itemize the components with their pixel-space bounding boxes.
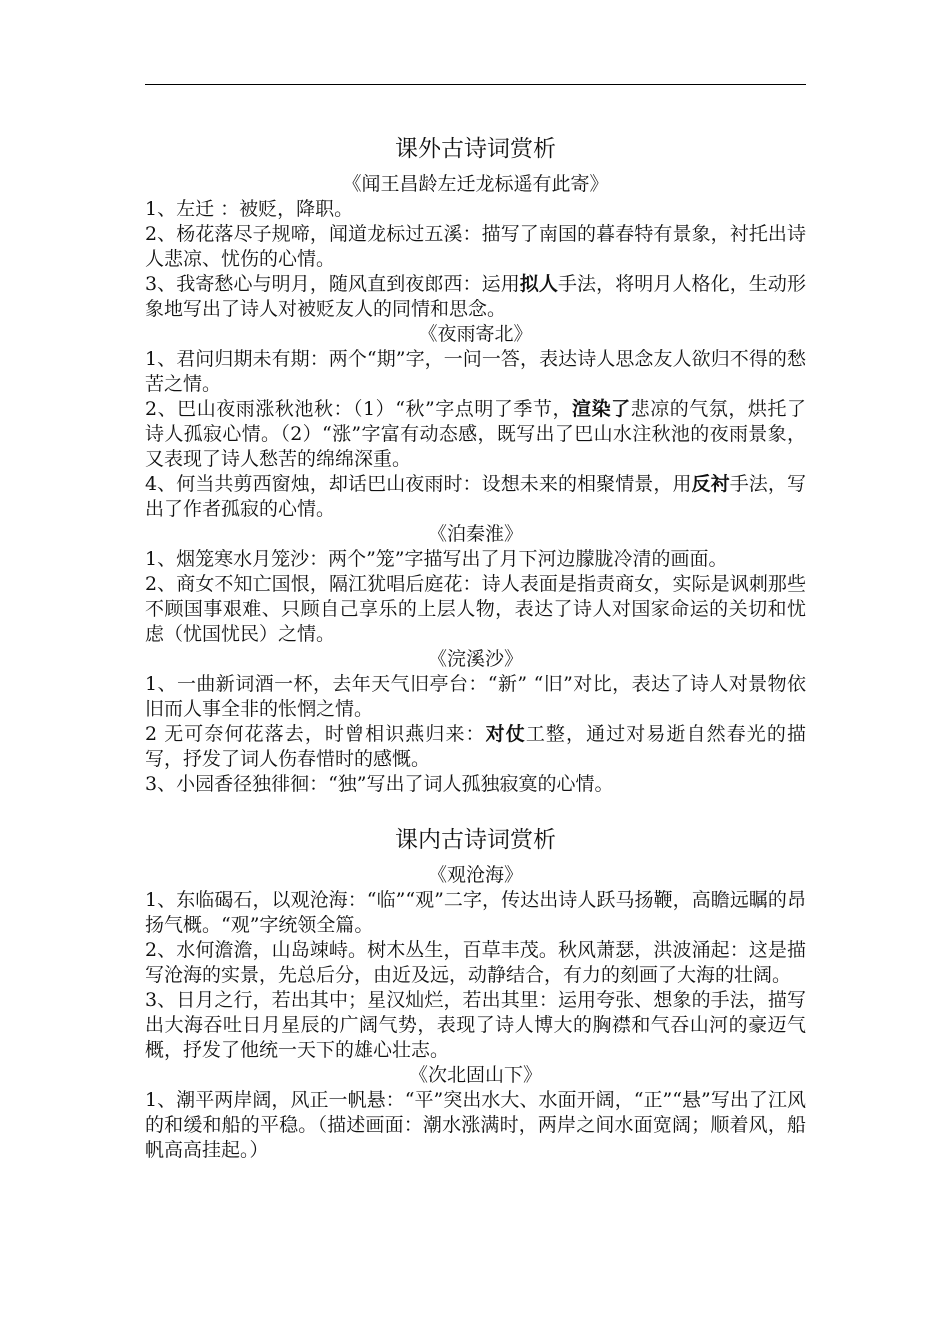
text-segment: 手法，写出了作者孤寂的心情。 bbox=[145, 473, 806, 520]
analysis-item bbox=[145, 938, 806, 988]
text-segment: 2、杨花落尽子规啼，闻道龙标过五溪：描写了南国的暮春特有景象，衬托出诗人悲凉、忧伤的心情。 bbox=[145, 223, 806, 270]
text-segment: 3、日月之行，若出其中；星汉灿烂，若出其里：运用夸张、想象的手法，描写出大海吞吐日月星辰的广阔气势，表现了诗人博大的胸襟和气吞山河的豪迈气概，抒发了他统一天下的雄心壮志。 bbox=[145, 989, 806, 1061]
poem-title: 《夜雨寄北》 bbox=[418, 323, 533, 345]
section-title: 课内古诗词赏析 bbox=[395, 827, 556, 853]
section-title: 课外古诗词赏析 bbox=[395, 136, 556, 162]
poem-title: 《浣溪沙》 bbox=[427, 648, 523, 670]
poem-title: 《泊秦淮》 bbox=[427, 523, 523, 545]
emphasis-term: 对仗 bbox=[485, 723, 526, 745]
analysis-item bbox=[145, 1088, 806, 1163]
text-segment: 3、我寄愁心与明月，随风直到夜郎西：运用 bbox=[145, 273, 520, 295]
text-segment: 1、一曲新词酒一杯，去年天气旧亭台：“新” “旧”对比，表达了诗人对景物依旧而人事全非的怅惘之情。 bbox=[145, 673, 806, 720]
text-segment: 工整，通过对易逝自然春光的描写，抒发了词人伤春惜时的感慨。 bbox=[145, 723, 806, 770]
emphasis-term: 渲染了 bbox=[572, 398, 631, 420]
analysis-item bbox=[145, 772, 806, 797]
analysis-item bbox=[145, 722, 806, 772]
text-segment: 4、何当共剪西窗烛，却话巴山夜雨时：设想未来的相聚情景，用 bbox=[145, 473, 692, 495]
analysis-item bbox=[145, 347, 806, 397]
analysis-item bbox=[145, 397, 806, 472]
poem-title: 《闻王昌龄左迁龙标遥有此寄》 bbox=[342, 173, 609, 195]
text-segment: 3、小园香径独徘徊：“独”写出了词人孤独寂寞的心情。 bbox=[145, 773, 614, 795]
document-body bbox=[145, 132, 806, 1163]
analysis-item bbox=[145, 197, 806, 222]
emphasis-term: 反衬 bbox=[691, 473, 730, 495]
text-segment: 2、巴山夜雨涨秋池秋：（1）“秋”字点明了季节， bbox=[145, 398, 573, 420]
poem-title: 《次北固山下》 bbox=[408, 1064, 542, 1086]
header-rule bbox=[145, 84, 806, 85]
analysis-item bbox=[145, 672, 806, 722]
analysis-item bbox=[145, 222, 806, 272]
text-segment: 2、水何澹澹，山岛竦峙。树木丛生，百草丰茂。秋风萧瑟，洪波涌起：这是描写沧海的实景，先总后分，由近及远，动静结合，有力的刻画了大海的壮阔。 bbox=[145, 939, 806, 986]
analysis-item bbox=[145, 572, 806, 647]
text-segment: 2 无可奈何花落去，时曾相识燕归来： bbox=[145, 723, 486, 745]
text-segment: 2、商女不知亡国恨，隔江犹唱后庭花：诗人表面是指责商女，实际是讽刺那些不顾国事艰难、只顾自己享乐的上层人物，表达了诗人对国家命运的关切和忧虑（忧国忧民）之情。 bbox=[145, 573, 806, 645]
text-segment: 悲凉的气氛，烘托了诗人孤寂心情。（2）“涨”字富有动态感，既写出了巴山水注秋池的夜雨景象，又表现了诗人愁苦的绵绵深重。 bbox=[145, 398, 806, 470]
text-segment: 1、左迁 ：被贬，降职。 bbox=[145, 198, 354, 220]
text-segment: 手法，将明月人格化，生动形象地写出了诗人对被贬友人的同情和思念。 bbox=[145, 273, 806, 320]
text-segment: 1、烟笼寒水月笼沙：两个”笼”字描写出了月下河边朦胧冷清的画面。 bbox=[145, 548, 728, 570]
poem-title: 《观沧海》 bbox=[427, 864, 523, 886]
analysis-item bbox=[145, 272, 806, 322]
text-segment: 1、东临碣石，以观沧海：“临”“观”二字，传达出诗人跃马扬鞭，高瞻远瞩的昂扬气概。“观”字统领全篇。 bbox=[145, 889, 806, 936]
emphasis-term: 拟人 bbox=[519, 273, 558, 295]
text-segment: 1、君问归期未有期：两个“期”字，一问一答，表达诗人思念友人欲归不得的愁苦之情。 bbox=[145, 348, 806, 395]
text-segment: 1、潮平两岸阔，风正一帆悬：“平”突出水大、水面开阔，“正”“悬”写出了江风的和缓和船的平稳。（描述画面：潮水涨满时，两岸之间水面宽阔；顺着风，船帆高高挂起。） bbox=[145, 1089, 806, 1161]
analysis-item bbox=[145, 472, 806, 522]
analysis-item bbox=[145, 547, 806, 572]
analysis-item bbox=[145, 888, 806, 938]
analysis-item bbox=[145, 988, 806, 1063]
